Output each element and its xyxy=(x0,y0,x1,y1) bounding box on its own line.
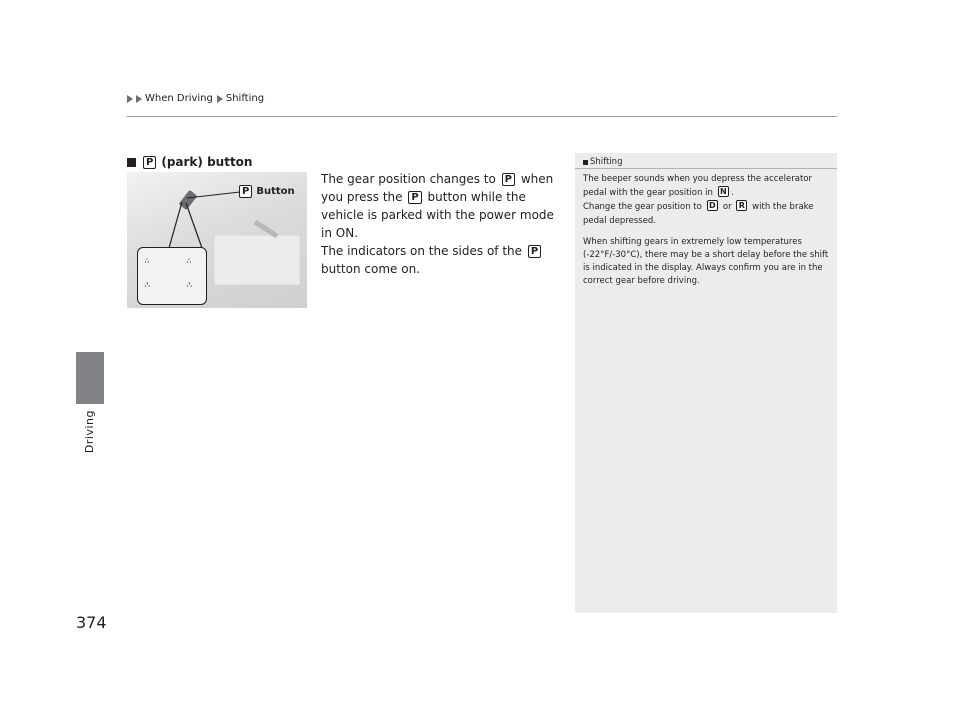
park-key-icon: P xyxy=(143,156,156,169)
park-key-icon: P xyxy=(408,191,421,204)
park-key-icon: P xyxy=(502,173,515,186)
neutral-key-icon: N xyxy=(718,186,730,197)
breadcrumb-item[interactable]: Shifting xyxy=(225,93,265,104)
drive-key-icon: D xyxy=(707,200,719,211)
body-text-run: when you press the xyxy=(321,172,554,204)
header-rule xyxy=(127,116,837,117)
note-text-run: The beeper sounds when you depress the accelerator pedal with the gear position in xyxy=(583,174,812,199)
note-text-run: Change the gear position to xyxy=(583,202,705,213)
park-button-illustration xyxy=(127,172,307,308)
note-text-run: with the brake pedal depressed. xyxy=(583,202,814,226)
note-paragraph: When shifting gears in extremely low temperatures (-22°F/-30°C), there may be a short delay before the shift is indicated in the display. Always confirm you are in the correct gear before driving. xyxy=(583,236,829,287)
note-bullet-icon xyxy=(583,160,588,165)
indicator-light-icon: ·‛· xyxy=(144,282,150,292)
body-text-run: The gear position changes to xyxy=(321,172,500,186)
note-body xyxy=(583,173,831,297)
reverse-key-icon: R xyxy=(736,200,747,211)
park-key-icon: P xyxy=(528,245,541,258)
breadcrumb-arrow-icon xyxy=(136,95,142,103)
body-text-run: The indicators on the sides of the xyxy=(321,244,526,258)
chapter-tab[interactable] xyxy=(76,352,104,404)
breadcrumb-item[interactable]: When Driving xyxy=(145,93,213,104)
body-text-run: button while the vehicle is parked with the power mode in ON. xyxy=(321,190,554,240)
breadcrumb xyxy=(127,93,264,104)
indicator-closeup xyxy=(137,247,207,305)
chapter-label: Driving xyxy=(83,410,96,454)
note-heading xyxy=(583,157,622,167)
section-title: (park) button xyxy=(161,155,253,169)
figure-label-text: Button xyxy=(256,186,295,197)
note-title[interactable]: Shifting xyxy=(590,157,623,167)
body-text-run: button come on. xyxy=(321,262,420,276)
section-bullet-icon xyxy=(127,158,136,167)
indicator-light-icon: ·′· xyxy=(186,258,191,268)
side-note xyxy=(575,153,837,613)
note-text-run: . xyxy=(731,188,734,199)
note-paragraph xyxy=(583,173,831,228)
page-number: 374 xyxy=(76,613,107,632)
indicator-light-icon: ·′· xyxy=(144,258,149,268)
body-paragraph xyxy=(321,170,561,278)
park-key-icon: P xyxy=(239,185,252,198)
section-heading xyxy=(127,155,252,169)
note-rule xyxy=(575,168,837,169)
note-text-run: or xyxy=(720,202,735,213)
breadcrumb-arrow-icon xyxy=(127,95,133,103)
indicator-light-icon: ·‛· xyxy=(186,282,192,292)
breadcrumb-arrow-icon xyxy=(217,95,223,103)
figure-label xyxy=(237,185,295,198)
